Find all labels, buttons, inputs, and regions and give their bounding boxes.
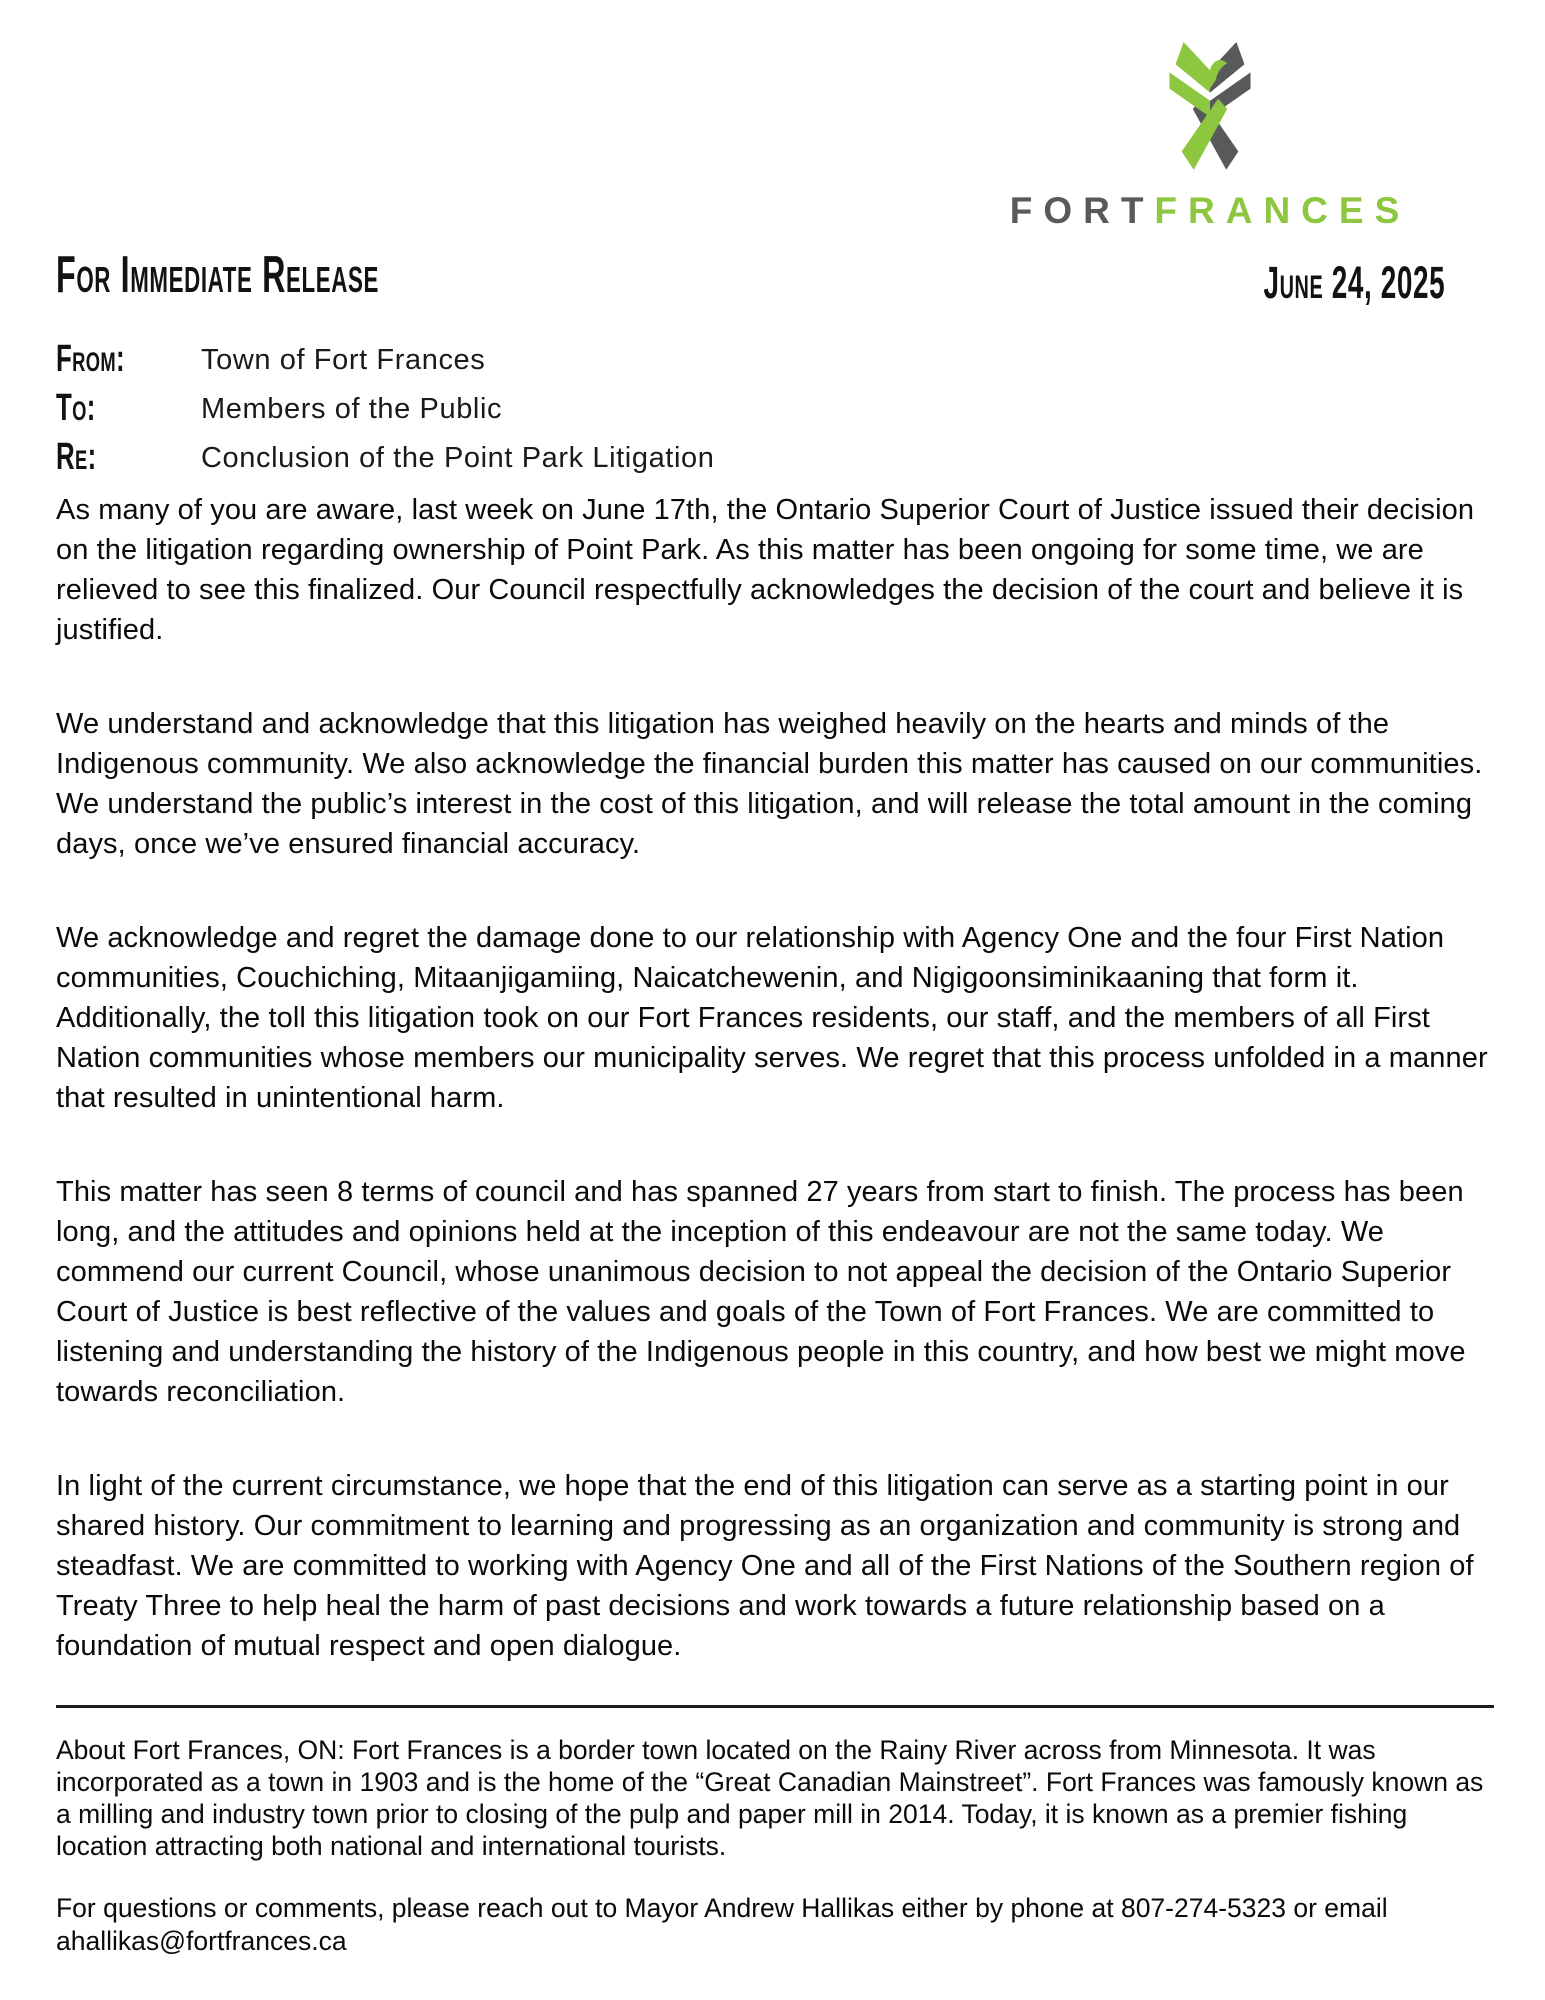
body-paragraph-4: This matter has seen 8 terms of council and has spanned 27 years from start to finish. The process has been long, and the attitudes and opinions held at the inception of this endeavour are not the same today. We commend our current Council, whose unanimous decision to not appeal the decision of the Ontario Superior Court of Justice is best reflective of the values and goals of the Town of Fort Frances. We are committed to listening and understanding the history of the Indigenous people in this country, and how best we might move towards reconciliation.: [56, 1176, 1466, 1408]
meta-value-from: Town of Fort Frances: [201, 344, 486, 376]
contact-paragraph: For questions or comments, please reach out to Mayor Andrew Hallikas either by phone at 807-274-5323 or email ahallikas@fortfrances.ca: [56, 1893, 1388, 1956]
release-date: June 24, 2025: [1263, 257, 1445, 308]
body-paragraph-1: As many of you are aware, last week on June 17th, the Ontario Superior Court of Justice issued their decision on the litigation regarding ownership of Point Park. As this matter has been ongoing for some time, we are relieved to see this finalized. Our Council respectfully acknowledges the decision of the court and believe it is justified.: [56, 494, 1475, 646]
fort-frances-bird-icon: [1159, 42, 1261, 190]
body-paragraph-3: We acknowledge and regret the damage done to our relationship with Agency One and the four First Nation communities, Couchiching, Mitaanjigamiing, Naicatchewenin, and Nigigoonsiminikaaning that form it. Additionally, the toll this litigation took on our Fort Frances residents, our staff, and the members of all First Nation communities whose members our municipality serves. We regret that this process unfolded in a manner that resulted in unintentional harm.: [56, 922, 1488, 1114]
meta-value-to: Members of the Public: [201, 393, 503, 425]
meta-block: [56, 336, 1256, 483]
meta-row-to: [56, 385, 1256, 434]
meta-row-from: [56, 336, 1256, 385]
body-content: [56, 490, 1494, 1720]
meta-label-to: To:: [56, 387, 96, 429]
meta-value-re: Conclusion of the Point Park Litigation: [201, 442, 715, 474]
footer-block: [56, 1705, 1494, 1958]
meta-label-re: Re:: [56, 436, 97, 478]
body-paragraph-2: We understand and acknowledge that this litigation has weighed heavily on the hearts and minds of the Indigenous community. We also acknowledge the financial burden this matter has caused on our communities. We understand the public’s interest in the cost of this litigation, and will release the total amount in the coming days, once we’ve ensured financial accuracy.: [56, 708, 1483, 860]
fort-frances-logo: [975, 42, 1445, 230]
body-paragraph-5: In light of the current circumstance, we hope that the end of this litigation can serve as a starting point in our shared history. Our commitment to learning and progressing as an organization and community is strong and steadfast. We are committed to working with Agency One and all of the First Nations of the Southern region of Treaty Three to help heal the harm of past decisions and work towards a future relationship based on a foundation of mutual respect and open dialogue.: [56, 1470, 1474, 1662]
meta-row-re: [56, 434, 1256, 483]
meta-label-from: From:: [56, 338, 125, 380]
for-immediate-release-heading: For Immediate Release: [56, 246, 380, 304]
divider-rule: [56, 1705, 1494, 1708]
logo-wordmark: [975, 192, 1445, 230]
logo-word-fort: FORT: [1009, 190, 1155, 231]
about-paragraph: About Fort Frances, ON: Fort Frances is a border town located on the Rainy River across from Minnesota. It was incorporated as a town in 1903 and is the home of the “Great Canadian Mainstreet”. Fort Frances was famously known as a milling and industry town prior to closing of the pulp and paper mill in 2014. Today, it is known as a premier fishing location attracting both national and international tourists.: [56, 1735, 1484, 1861]
logo-word-frances: FRANCES: [1154, 190, 1411, 231]
